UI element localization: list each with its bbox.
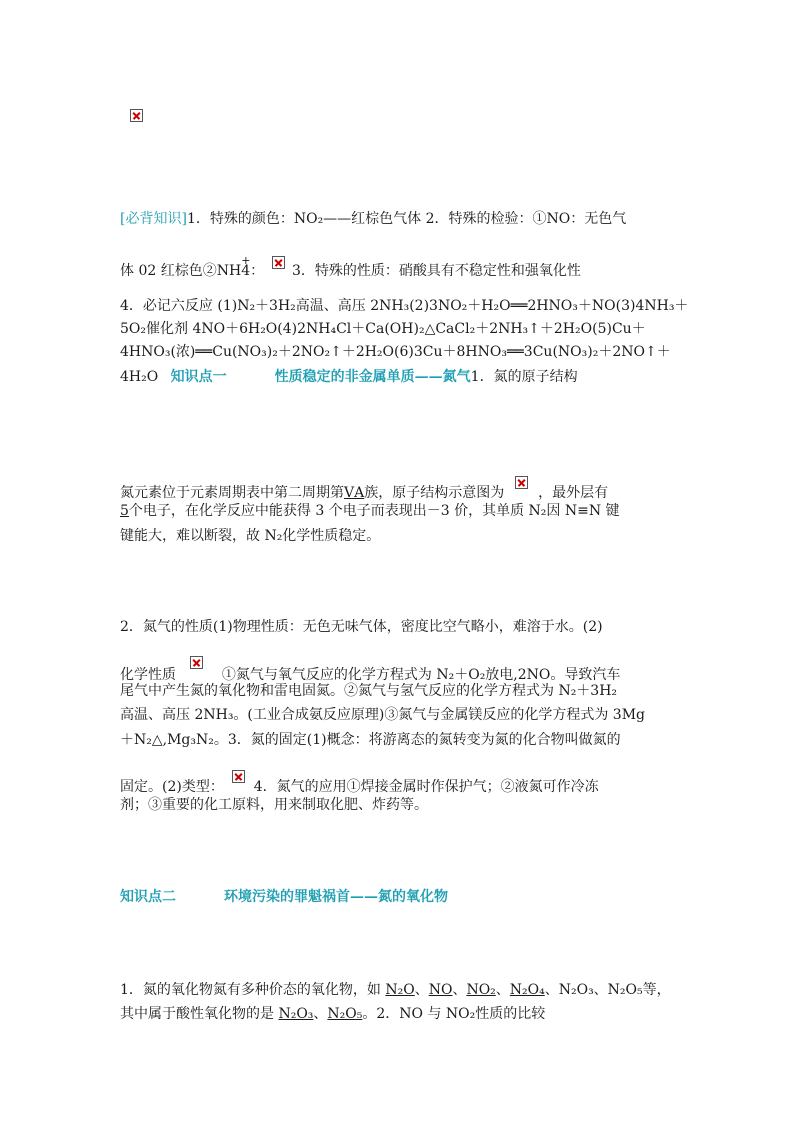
broken-image-icon — [190, 656, 203, 669]
broken-image-icon — [272, 256, 285, 269]
reactions-line-2: 5O₂催化剂 4NO＋6H₂O(4)2NH₄Cl＋Ca(OH)₂△CaCl₂＋2NH₃↑＋2H₂O(5)Cu＋ — [120, 321, 646, 337]
must-know-line-1: [必背知识]1．特殊的颜色：NO₂——红棕色气体 2．特殊的检验：①NO：无色气 — [120, 211, 627, 227]
broken-image-icon — [130, 109, 143, 122]
section-two-heading — [120, 887, 448, 907]
nitrogen-properties-line-2: 化学性质 ①氮气与氧气反应的化学方程式为 N₂＋O₂放电,2NO。导致汽车 — [120, 656, 620, 685]
broken-image-icon — [515, 476, 528, 489]
must-know-line-2: 体 02 红棕色②NH + 4： 3．特殊的性质：硝酸具有不稳定性和强氧化性 — [120, 254, 581, 279]
nitrogen-properties-line-7: 剂；③重要的化工原料，用来制取化肥、炸药等。 — [120, 797, 428, 813]
must-know-tag: [必背知识] — [120, 211, 187, 227]
nitrogen-properties-line-6: 固定。(2)类型： 4．氮气的应用①焊接金属时作保护气；②液氮可作冷冻 — [120, 770, 599, 797]
reactions-line-4: 4H₂O 知识点一 性质稳定的非金属单质——氮气1．氮的原子结构 — [120, 369, 578, 385]
nitrogen-properties-line-1: 2．氮气的性质(1)物理性质：无色无味气体，密度比空气略小，难溶于水。(2) — [120, 619, 603, 635]
broken-image-icon — [232, 770, 245, 783]
nitrogen-properties-line-3: 尾气中产生氮的氧化物和雷电固氮。②氮气与氢气反应的化学方程式为 N₂＋3H₂ — [120, 683, 618, 699]
section-one-title: 性质稳定的非金属单质——氮气 — [274, 369, 471, 385]
section-two-title: 环境污染的罪魁祸首——氮的氧化物 — [224, 889, 448, 905]
section-one-label: 知识点一 — [170, 369, 227, 385]
atom-structure-line-2: 5个电子，在化学反应中能获得 3 个电子而表现出－3 价，其单质 N₂因 N≡N 键 — [120, 503, 620, 519]
reactions-line-3: 4HNO₃(浓)══Cu(NO₃)₂＋2NO₂↑＋2H₂O(6)3Cu＋8HNO₃══3Cu(NO₃)₂＋2NO↑＋ — [120, 344, 671, 360]
oxides-line-2: 其中属于酸性氧化物的是 N₂O₃、N₂O₅。2．NO 与 NO₂性质的比较 — [120, 1006, 546, 1022]
atom-structure-line-3: 键能大，难以断裂，故 N₂化学性质稳定。 — [120, 528, 381, 544]
section-two-label: 知识点二 — [120, 889, 176, 905]
reactions-line-1: 4．必记六反应 (1)N₂＋3H₂高温、高压 2NH₃(2)3NO₂＋H₂O══2HNO₃＋NO(3)4NH₃＋ — [120, 298, 689, 314]
oxides-line-1: 1．氮的氧化物氮有多种价态的氧化物，如 N₂O、NO、NO₂、N₂O₄、N₂O₃、N₂O₅等， — [120, 982, 671, 998]
atom-structure-line-1: 氮元素位于元素周期表中第二周期第ⅤA族，原子结构示意图为 ，最外层有 — [120, 476, 608, 503]
nitrogen-properties-line-4: 高温、高压 2NH₃。(工业合成氨反应原理)③氮气与金属镁反应的化学方程式为 3Mg — [120, 707, 646, 723]
nitrogen-properties-line-5: ＋N₂△,Mg₃N₂。3．氮的固定(1)概念：将游离态的氮转变为氮的化合物叫做氮的 — [120, 732, 621, 748]
